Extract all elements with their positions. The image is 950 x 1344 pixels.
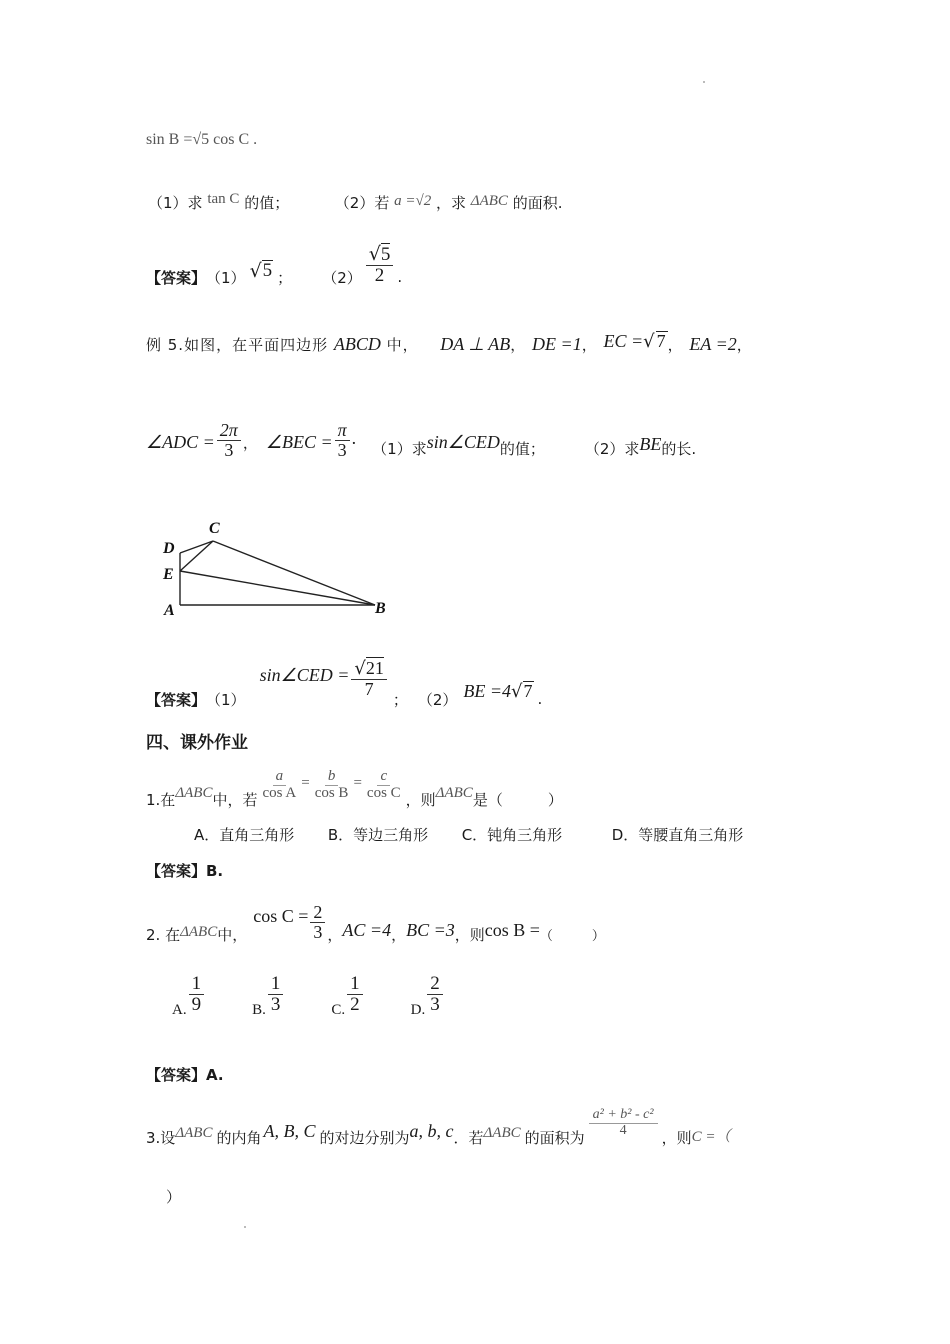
scan-dot [703, 81, 705, 83]
cond-ea: EA =2 [689, 334, 737, 354]
q1-expr: sin∠CED [426, 431, 500, 452]
ratio-a: $\frac{a}{\text{cos A}}$ [262, 767, 297, 801]
hw2-cos-value: $\frac{2}{3}$ [310, 903, 325, 942]
answer4-fraction: $\frac{√5}{2}$ [366, 245, 394, 286]
hw1-option-c: C．钝角三角形 [461, 826, 563, 844]
label-e: E [163, 566, 174, 583]
hw2-option-b-label: B. [252, 1001, 266, 1018]
angle-adc: ∠ADC = [146, 431, 215, 452]
top-equation [146, 129, 257, 149]
cond-perp: DA ⊥ AB [440, 334, 511, 354]
homework-2: 2. 在 ΔABC 中， cos C = $\frac{2}{3}$ ， AC =4 ， BC =3 ，则 cos B = （ ） [146, 901, 605, 944]
top-equation-text: sin B =√5 cos C . [146, 131, 258, 148]
angle-bec: ∠BEC = [265, 431, 333, 452]
answer5-expr2: BE =4 [463, 680, 512, 701]
part2-suffix: 的面积. [512, 194, 563, 212]
answer-5: 【答案】 （1） sin∠CED = $\frac{√21}{7}$ ； （2） BE =4 √ 7 . [146, 658, 543, 709]
edge-ec [180, 541, 213, 571]
label-c: C [209, 520, 220, 537]
homework-1: 1.在 ΔABC 中，若 $\frac{a}{\text{cos A}}$ = $\frac{b}{\text{cos B}}$ = $\frac{c}{\text{cos C}}$ ，则 ΔABC 是（ ） [146, 767, 563, 809]
cond-de: DE =1 [532, 334, 582, 354]
hw1-option-d: D．等腰直角三角形 [611, 826, 744, 844]
edge-cb [213, 541, 375, 605]
q2-expr: BE [639, 433, 662, 454]
hw2-option-c-label: C. [331, 1001, 346, 1018]
sqrt-7: √ 7 [643, 331, 667, 352]
hw2-answer: 【答案】A. [146, 1066, 224, 1084]
scan-dot [244, 1226, 246, 1228]
label-d: D [163, 540, 175, 557]
area-fraction: $\frac{\text{a² + b² - c²}}{4}$ [589, 1108, 658, 1138]
hw1-answer: 【答案】B. [146, 862, 224, 880]
example-5: 例 5.如图，在平面四边形 ABCD 中， DA ⊥ AB， DE =1， EC = √ 7 ， EA =2， [146, 331, 753, 354]
part1-suffix: 的值； [244, 194, 290, 212]
hw2-options [172, 973, 443, 1019]
part2-expr: a =√2 [394, 193, 432, 209]
question-parts [148, 192, 563, 213]
hw2-option-b: $\frac{1}{3}$ [268, 974, 284, 1015]
sqrt-5: √ 5 [249, 260, 273, 282]
ratio-c: $\frac{c}{\text{cos C}}$ [366, 767, 401, 801]
quadrilateral-figure [155, 515, 405, 625]
part1-expr: tan C [207, 191, 240, 207]
hw1-option-b: B．等边三角形 [327, 826, 429, 844]
hw2-option-a: $\frac{1}{9}$ [189, 974, 205, 1015]
hw3-close: ） [166, 1188, 182, 1206]
example-5-line2: ∠ADC = $\frac{2\pi}{3}$ ， ∠BEC = $\frac{\pi}{3}$ . （1）求 sin∠CED 的值； （2）求 BE 的长. [146, 419, 697, 460]
label-a: A [164, 602, 175, 619]
homework-3: 3.设 ΔABC 的内角 A, B, C 的对边分别为 a, b, c ．若 ΔABC 的面积为 $\frac{\text{a² + b² - c²}}{4}$ ，则 C =（ [146, 1106, 731, 1147]
hw1-options [194, 824, 743, 845]
hw2-cos-c: cos C = [253, 905, 309, 926]
answer-label: 【答案】 [146, 690, 207, 709]
part1-prefix: （1）求 [148, 194, 203, 212]
cond-ec: EC = [603, 331, 644, 351]
part2-prefix: （2）若 [334, 194, 390, 212]
answer5-fraction: $\frac{√21}{7}$ [351, 659, 386, 699]
hw2-option-d-label: D. [410, 1001, 426, 1018]
answer-4: 【答案】 （1） √ 5 ； （2） $\frac{√5}{2}$ . [146, 242, 403, 287]
answer-label: 【答案】 [146, 268, 207, 287]
edge-dc [180, 541, 213, 553]
label-b: B [375, 600, 386, 617]
answer4-part2: （2） [322, 268, 362, 287]
answer4-part1: （1） [206, 268, 246, 287]
sqrt-7: √ 7 [511, 680, 533, 702]
ratio-b: $\frac{b}{\text{cos B}}$ [314, 767, 349, 801]
angle-adc-value: $\frac{2\pi}{3}$ [217, 421, 241, 460]
angle-bec-value: $\frac{\pi}{3}$ [335, 421, 350, 460]
example5-prefix: 例 5.如图，在平面四边形 [146, 336, 329, 354]
answer5-expr1: sin∠CED = [259, 664, 350, 685]
hw2-option-d: $\frac{2}{3}$ [427, 974, 443, 1015]
hw1-option-a: A．直角三角形 [194, 826, 295, 844]
quad-abcd: ABCD [333, 334, 381, 354]
hw2-option-c: $\frac{1}{2}$ [347, 974, 363, 1015]
part2-triangle: ΔABC [470, 193, 508, 209]
part2-mid: ，求 [436, 194, 467, 212]
section-title: 四、课外作业 [146, 733, 248, 753]
edge-eb [180, 571, 375, 605]
hw2-option-a-label: A. [172, 1001, 187, 1018]
